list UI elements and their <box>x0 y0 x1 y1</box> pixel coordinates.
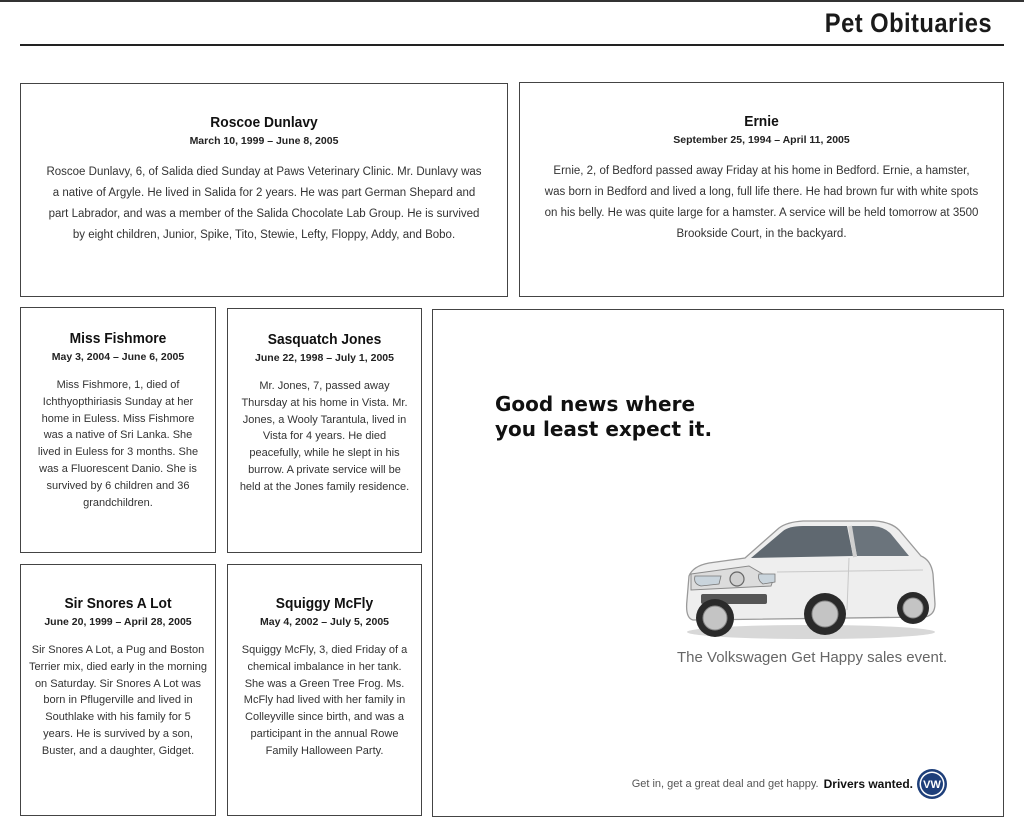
obituary-dates: September 25, 1994 – April 11, 2005 <box>673 134 850 146</box>
obituary-text: Sir Snores A Lot, a Pug and Boston Terrier mix, died early in the morning on Saturday. Sir Snores A Lot was born in Pflugerville and lived in Southlake with his family for 5 years. He is survived by a son, Buster, and a daughter, Gidget. <box>29 644 207 757</box>
obituary-text: Squiggy McFly, 3, died Friday of a chemical imbalance in her tank. She was a Green Tree Frog. Ms. McFly had lived with her family in Colleyville since birth, and was a participant in the annual Rowe Family Halloween Party. <box>241 644 408 757</box>
page-title: Pet Obituaries <box>824 8 992 38</box>
obituary-dates: May 4, 2002 – July 5, 2005 <box>259 616 389 628</box>
obituary-sir-snores <box>20 564 216 816</box>
obituary-roscoe <box>20 83 508 297</box>
obituary-name: Ernie <box>744 113 779 130</box>
obituary-name: Squiggy McFly <box>275 595 374 612</box>
drivers-wanted-slogan: Drivers wanted. <box>823 777 913 791</box>
top-border <box>0 0 1024 2</box>
ad-headline-line-1: Good news where <box>495 392 696 416</box>
ad-footer-text: Get in, get a great deal and get happy. <box>631 778 819 790</box>
obituary-text: Miss Fishmore, 1, died of Ichthyopthiriasis Sunday at her home in Euless. Miss Fishmore was a native of Sri Lanka. She lived in Euless for 3 months. She was a Fluorescent Danio. She is survived by 6 children and 36 grandchildren. <box>37 379 199 509</box>
ad-footer[interactable] <box>632 768 948 800</box>
obituary-text: Roscoe Dunlavy, 6, of Salida died Sunday at Paws Veterinary Clinic. Mr. Dunlavy was a native of Argyle. He lived in Salida for 2 years. He was part German Shepard and part Labrador, and was a member of the Salida Chocolate Lab Group. He is survived by eight children, Junior, Spike, Tito, Stewie, Lefty, Floppy, Addy, and Bobo. <box>46 166 482 241</box>
obituary-text: Ernie, 2, of Bedford passed away Friday at his home in Bedford. Ernie, a hamster, was born in Bedford and lived a long, full life there. He had brown fur with white spots on his belly. He was quite large for a hamster. A service will be held tomorrow at 3500 Brookside Court, in the backyard. <box>544 165 979 240</box>
ad-headline-line-2: you least expect it. <box>495 417 713 441</box>
obituary-dates: March 10, 1999 – June 8, 2005 <box>189 135 339 147</box>
vw-logo-text: VW <box>923 779 941 791</box>
vw-logo-icon[interactable] <box>916 768 948 800</box>
obituary-dates: June 22, 1998 – July 1, 2005 <box>255 352 394 364</box>
volkswagen-ad[interactable] <box>432 309 1004 817</box>
obituary-squiggy <box>227 564 422 816</box>
obituary-dates: May 3, 2004 – June 6, 2005 <box>51 351 185 363</box>
ad-headline <box>495 392 712 442</box>
obituary-sasquatch <box>227 308 422 553</box>
obituary-text: Mr. Jones, 7, passed away Thursday at his home in Vista. Mr. Jones, a Wooly Tarantula, lived in Vista for 4 years. He died peacefully, while he slept in his burrow. A private service will be held at the Jones family residence. <box>239 380 410 493</box>
obituary-name: Sasquatch Jones <box>267 331 382 348</box>
header-rule <box>20 44 1004 46</box>
obituary-ernie <box>519 82 1004 297</box>
obituary-name: Roscoe Dunlavy <box>210 114 318 131</box>
obituary-fishmore <box>20 307 216 553</box>
car-icon <box>679 514 941 646</box>
obituary-name: Miss Fishmore <box>69 330 167 347</box>
ad-tagline: The Volkswagen Get Happy sales event. <box>677 649 948 666</box>
obituary-dates: June 20, 1999 – April 28, 2005 <box>44 616 192 628</box>
obituary-name: Sir Snores A Lot <box>64 595 172 612</box>
